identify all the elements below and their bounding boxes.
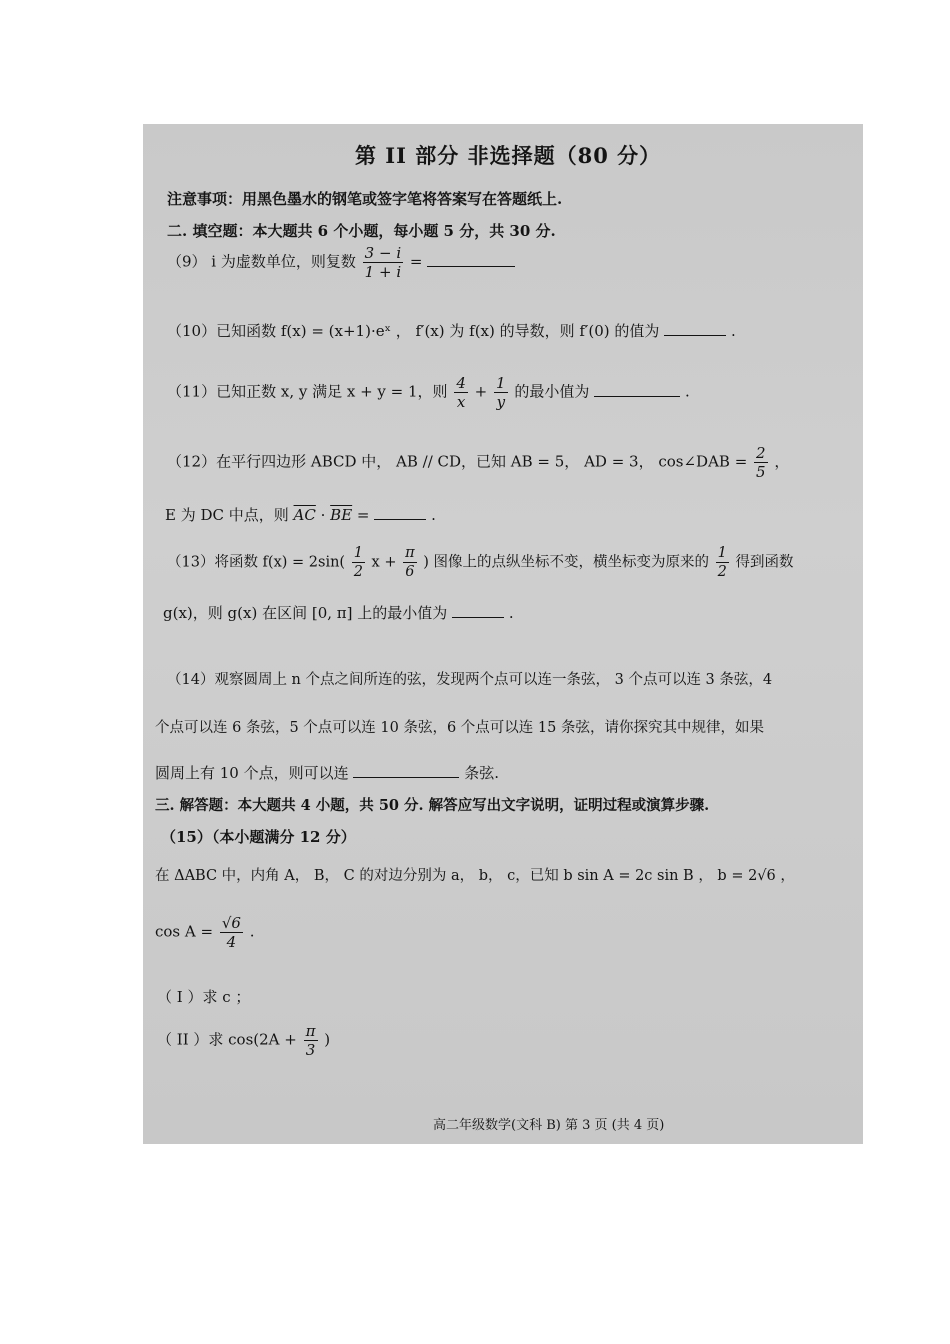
question-15-header: （15）（本小题满分 12 分）	[161, 828, 356, 846]
q11-frac1-num: 4	[456, 374, 466, 392]
q13-mid: x +	[371, 554, 397, 571]
question-12-line-1	[167, 444, 789, 481]
q11-frac2-den: y	[496, 393, 506, 411]
q15-part2-den: 3	[305, 1041, 316, 1059]
q15-frac-num: √6	[221, 914, 241, 932]
q11-frac2-num: 1	[496, 374, 506, 392]
question-9	[167, 244, 515, 281]
q15-part2-suffix: )	[324, 1030, 331, 1049]
q10-end: .	[730, 322, 736, 340]
q13-line2: g(x)，则 g(x) 在区间 [0, π] 上的最小值为	[163, 604, 448, 622]
question-15-part-1: （ I ）求 c ；	[157, 988, 251, 1006]
question-14-line-2: 个点可以连 6 条弦，5 个点可以连 10 条弦，6 个点可以连 15 条弦，请你探究其中规律，如果	[155, 720, 764, 736]
question-15-cos	[155, 914, 255, 951]
q11-plus: +	[474, 382, 488, 401]
q12-eq: =	[352, 506, 370, 524]
exam-page	[143, 124, 863, 1144]
q14-line3-suffix: 条弦.	[464, 764, 499, 782]
q12-dot: ·	[315, 506, 331, 524]
q12-answer-blank	[374, 519, 426, 520]
q9-eq: =	[409, 252, 423, 271]
q11-fraction-1	[454, 374, 468, 411]
q9-prefix: （9） i 为虚数单位，则复数	[167, 252, 356, 271]
q13-frac1-num: 1	[353, 545, 363, 561]
q13-prefix: （13）将函数 f(x) = 2sin(	[167, 554, 346, 571]
q9-fraction	[363, 244, 403, 281]
q12-frac-den: 5	[756, 463, 766, 481]
question-15-line-1: 在 ΔABC 中，内角 A， B， C 的对边分别为 a， b， c，已知 b sin A = 2c sin B ， b = 2√6 ，	[155, 868, 795, 884]
question-15-part-2	[157, 1022, 330, 1059]
q13-tail: 得到函数	[735, 554, 794, 571]
q14-line3-prefix: 圆周上有 10 个点，则可以连	[155, 764, 349, 782]
q12-fraction	[754, 444, 768, 481]
q15-frac-den: 4	[226, 933, 237, 951]
q9-frac-den: 1 + i	[364, 263, 402, 281]
notice-text: 注意事项：用黑色墨水的钢笔或签字笔将答案写在答题纸上.	[167, 190, 563, 208]
q14-answer-blank	[353, 777, 459, 778]
q11-answer-blank	[594, 396, 680, 397]
q11-frac1-den: x	[456, 393, 466, 411]
page-footer: 高二年级数学(文科 B) 第 3 页 (共 4 页)	[433, 1118, 665, 1133]
q9-frac-num: 3 − i	[364, 244, 402, 262]
vector-ac: $\overline{AC}$	[293, 506, 316, 524]
q13-fraction-2	[403, 544, 417, 581]
q13-frac1-den: 2	[353, 564, 363, 580]
q13-frac3-num: 1	[717, 545, 727, 561]
section2-header: 二. 填空题：本大题共 6 个小题，每小题 5 分，共 30 分.	[167, 222, 556, 240]
q12-line2-prefix: E 为 DC 中点，则	[165, 506, 289, 524]
q13-frac2-num: π	[405, 545, 415, 561]
q13-answer-blank	[452, 617, 504, 618]
q15-part2-num: π	[305, 1022, 316, 1040]
q13-fraction-1	[352, 544, 365, 581]
q11-end: .	[684, 382, 690, 401]
q12-end: .	[431, 506, 436, 524]
q13-frac3-den: 2	[717, 564, 727, 580]
section3-header: 三. 解答题：本大题共 4 小题，共 50 分. 解答应写出文字说明，证明过程或演算步骤.	[155, 797, 710, 814]
question-13-line-2	[163, 602, 514, 623]
q12-frac-num: 2	[756, 444, 766, 462]
q12-prefix: （12）在平行四边形 ABCD 中， AB // CD，已知 AB = 5， AD = 3， cos∠DAB =	[167, 452, 748, 471]
q13-frac2-den: 6	[405, 564, 415, 580]
vector-be: $\overline{BE}$	[330, 506, 353, 524]
question-14-line-1: （14）观察圆周上 n 个点之间所连的弦，发现两个点可以连一条弦， 3 个点可以连 3 条弦，4	[167, 672, 773, 688]
question-10	[167, 320, 736, 341]
q13-suffix: ) 图像上的点纵坐标不变，横坐标变为原来的	[423, 554, 709, 571]
question-11	[167, 374, 690, 411]
q15-fraction	[220, 914, 243, 951]
q15-part2-prefix: （ II ）求 cos(2A +	[157, 1030, 297, 1049]
q13-fraction-3	[716, 544, 729, 581]
q15-cos-prefix: cos A =	[155, 922, 214, 941]
question-14-line-3	[155, 762, 499, 783]
q10-answer-blank	[664, 335, 726, 336]
q15-cos-end: .	[249, 922, 255, 941]
q11-suffix: 的最小值为	[514, 382, 590, 401]
q12-comma: ，	[774, 452, 790, 471]
q9-answer-blank	[427, 266, 515, 267]
q11-fraction-2	[494, 374, 508, 411]
q13-end: .	[508, 604, 514, 622]
q15-part2-fraction	[304, 1022, 318, 1059]
question-12-line-2	[165, 504, 436, 525]
q11-prefix: （11）已知正数 x, y 满足 x + y = 1，则	[167, 382, 448, 401]
question-13-line-1	[167, 544, 793, 581]
q10-text: （10）已知函数 f(x) = (x+1)·eˣ ， f′(x) 为 f(x) 的导数，则 f′(0) 的值为	[167, 322, 660, 340]
section-title: 第 II 部分 非选择题（80 分）	[355, 143, 662, 168]
